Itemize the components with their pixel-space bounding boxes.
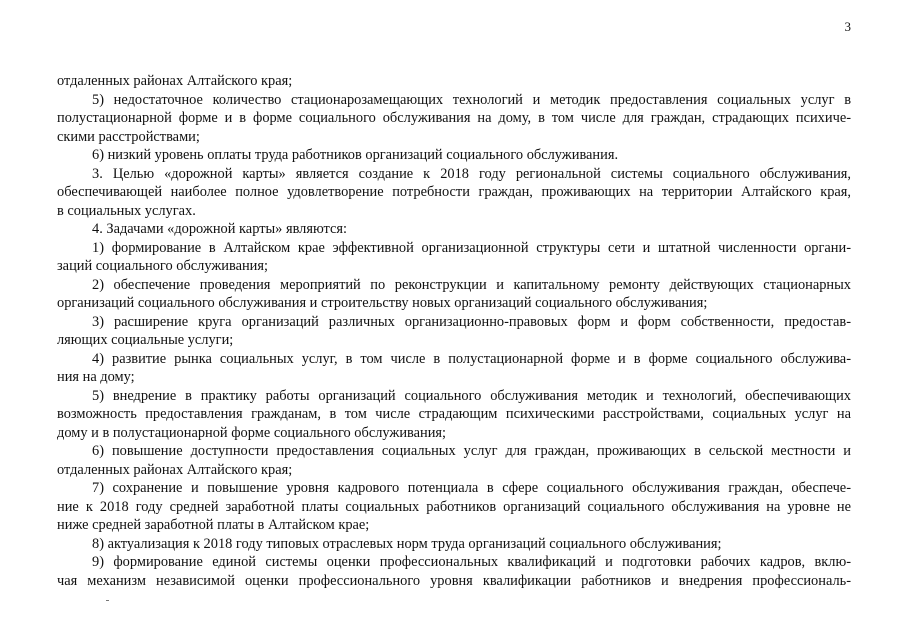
text-line: скими расстройствами; <box>57 128 200 145</box>
text-line: 5) недостаточное количество стационарозамещающих технологий и методик предоставления социальных услуг в <box>92 91 851 108</box>
text-line: ния на дому; <box>57 369 135 385</box>
text-line: 6) повышение доступности предоставления социальных услуг для граждан, проживающих в сельской местности и <box>92 443 851 459</box>
text-line: ниже средней заработной платы в Алтайском крае; <box>57 517 370 533</box>
document-body <box>57 72 851 590</box>
text-line: 2) обеспечение проведения мероприятий по реконструкции и капитальному ремонту действующих стационарных <box>92 276 851 293</box>
text-line: 4. Задачами «дорожной карты» являются: <box>92 221 348 237</box>
text-line: полустационарной форме и в форме социального обслуживания на дому, в том числе для граждан, страдающих психиче- <box>57 110 851 126</box>
text-line: обеспечивающей наиболее полное удовлетворение потребности граждан, проживающих на территории Алтайского края, <box>57 184 851 200</box>
text-line: 6) низкий уровень оплаты труда работников организаций социального обслуживания. <box>92 147 619 163</box>
text-line: 4) развитие рынка социальных услуг, в том числе в полустационарной форме и в форме социального обслужива- <box>92 350 851 367</box>
text-line: 5) внедрение в практику работы организаций социального обслуживания методик и технологий, обеспечивающих <box>92 387 851 404</box>
text-line: возможность предоставления гражданам, в том числе страдающим психическими расстройствами, социальных услуг на <box>57 406 851 422</box>
text-line: отдаленных районах Алтайского края; <box>57 461 293 478</box>
page-number: 3 <box>844 19 851 34</box>
text-line: в социальных услугах. <box>57 202 196 219</box>
text-line: 3. Целью «дорожной карты» является создание к 2018 году региональной системы социального обслуживания, <box>92 165 851 182</box>
text-line: 1) формирование в Алтайском крае эффективной организационной структуры сети и штатной численности органи- <box>92 239 851 256</box>
text-line: 9) формирование единой системы оценки профессиональных квалификаций и подготовки рабочих кадров, вклю- <box>92 554 851 570</box>
text-line: дому и в полустационарной форме социального обслуживания; <box>57 424 447 441</box>
text-line: ние к 2018 году средней заработной платы социальных работников организаций социального обслуживания на уровне не <box>57 498 851 515</box>
text-line: ляющих социальные услуги; <box>57 332 234 348</box>
text-line: организаций социального обслуживания и строительству новых организаций социального обслуживания; <box>57 295 708 311</box>
text-line: отдаленных районах Алтайского края; <box>57 73 293 89</box>
text-line: чая механизм независимой оценки профессионального уровня квалификации работников и внедрения профессиональ- <box>57 572 851 589</box>
scan-speck <box>106 600 109 601</box>
text-line: 8) актуализация к 2018 году типовых отраслевых норм труда организаций социального обслуживания; <box>92 535 722 552</box>
text-line: 7) сохранение и повышение уровня кадрового потенциала в сфере социального обслуживания граждан, обеспече- <box>92 480 851 496</box>
text-line: заций социального обслуживания; <box>57 258 268 274</box>
text-line: 3) расширение круга организаций различных организационно-правовых форм и форм собственности, предостав- <box>92 313 851 330</box>
